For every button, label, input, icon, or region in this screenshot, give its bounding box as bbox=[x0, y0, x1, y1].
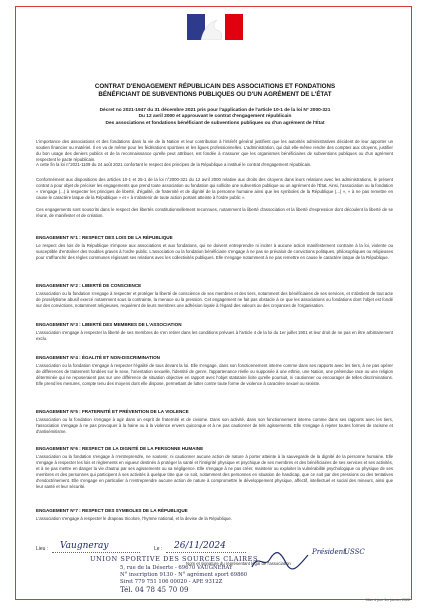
engagement-text: Le respect des lois de la République s'impose aux associations et aux fondations, qui ne doivent entreprendre ni inciter à aucune action manifestement contraire à la loi, violente ou susceptible d'entraîner des troubles graves à l'ordre public. L'association ou la fondation bénéficiaire s'engage à ne pas se prévaloir de convictions politiques, philosophiques ou religieuses pour s'affranchir des règles communes régissant ses relations avec les collectivités publiques. Elle s'engage notamment à ne pas remettre en cause le caractère laïque de la République. bbox=[36, 243, 393, 260]
decree-line-1: Décret no 2021-1947 du 31 décembre 2021 pris pour l'application de l'article 10-1 de la loi N° 2000-321 bbox=[99, 108, 331, 113]
intro-paragraph-4: Ces engagements sont souscrits dans le respect des libertés constitutionnellement reconnues, notamment la liberté d'association et la liberté d'expression dont découlent la liberté de se réunir, de manifester et de création. bbox=[36, 207, 393, 218]
decree-line-3: Des associations et fondations bénéficiant de subventions publiques ou d'un agrément de l'État bbox=[105, 120, 325, 126]
engagement-title: ENGAGEMENT N°7 : RESPECT DES SYMBOLES DE LA RÉPUBLIQUE bbox=[36, 508, 188, 513]
marianne-logo bbox=[187, 14, 243, 40]
stamp-address: 5, rue de la Déserte - 69670 VAUGNERAY bbox=[120, 565, 233, 571]
engagement-2 bbox=[36, 283, 393, 309]
president-org: USSC bbox=[344, 548, 365, 556]
engagement-3 bbox=[36, 322, 393, 342]
engagement-title: ENGAGEMENT N°3 : LIBERTÉ DES MEMBRES DE L'ASSOCIATION bbox=[36, 322, 182, 327]
engagement-text: L'association ou la fondation s'engage à n'entreprendre, ne soutenir, ni cautionner aucune action de nature à porter atteinte à la sauvegarde de la dignité de la personne humaine. Elle s'engage à respecter les lois et règlements en vigueur destinés à protéger la santé et l'intégrité physique et psychique de ses membres et des bénéficiaires de ses services et ses activités, et à ne pas mettre en danger la vie d'autrui par ses agissements ou sa négligence. Elle s'engage à ne pas créer, maintenir ou exploiter la vulnérabilité psychologique ou physique de ses membres et des personnes qui participent à ses activités à quelque titre que ce soit, notamment des personnes en situation de handicap, que ce soit par des pressions ou des tentatives d'endoctrinement. Elle s'engage en particulier à n'entreprendre aucune action de nature à compromettre le développement physique, affectif, intellectuel et social des mineurs, ainsi que leur santé et leur sécurité. bbox=[36, 454, 393, 489]
engagement-6 bbox=[36, 446, 393, 490]
place-label: Lieu : bbox=[36, 546, 49, 552]
engagement-text: L'association s'engage à respecter le drapeau tricolore, l'hymne national, et la devise de la République. bbox=[36, 516, 232, 521]
stamp-phone: Tél. 04 78 45 70 09 bbox=[120, 586, 189, 594]
footer-update-note: Mise à jour 1er janvier 2022 bbox=[365, 598, 410, 602]
engagement-1 bbox=[36, 235, 393, 261]
decree-reference bbox=[40, 108, 390, 127]
president-signature-icon bbox=[250, 549, 310, 573]
engagement-title: ENGAGEMENT N°6 : RESPECT DE LA DIGNITÉ DE LA PERSONNE HUMAINE bbox=[36, 446, 204, 451]
title-line-2: BÉNÉFICIANT DE SUBVENTIONS PUBLIQUES OU D'UN AGRÉMENT DE L'ÉTAT bbox=[98, 91, 332, 98]
engagement-title: ENGAGEMENT N°5 : FRATERNITÉ ET PRÉVENTION DE LA VIOLENCE bbox=[36, 409, 189, 414]
place-line bbox=[52, 552, 140, 553]
engagement-title: ENGAGEMENT N°4 : ÉGALITÉ ET NON-DISCRIMINATION bbox=[36, 355, 160, 360]
engagement-text: L'association s'engage à respecter la liberté de ses membres de s'en retirer dans les conditions prévues à l'article 4 de la loi du 1er juillet 1901 et leur droit de ne pas en être arbitrairement exclu. bbox=[36, 330, 393, 341]
engagement-title: ENGAGEMENT N°2 : LIBERTÉ DE CONSCIENCE bbox=[36, 283, 142, 288]
engagement-7 bbox=[36, 508, 393, 522]
intro-paragraph-3: Conformément aux dispositions des articles 10-1 et 25-1 de la loi n°2000-321 du 12 avril 2000 relative aux droits des citoyens dans leurs relations avec les administrations, le présent contrat a pour objet de préciser les engagements que prend toute association ou fondation qui sollicite une subvention publique ou un agrément de l'État. Ainsi, l'association ou la fondation « s'engage (...) à respecter les principes de liberté, d'égalité, de fraternité et de dignité de la personne humaine ainsi que les symboles de la République (...) », « à ne pas remettre en cause le caractère laïque de la République » et « à s'abstenir de toute action portant atteinte à l'ordre public ». bbox=[36, 177, 393, 200]
stamp-org-name: UNION SPORTIVE DES SOURCES CLAIRES bbox=[90, 555, 259, 563]
stamp-registration: N° inscription 9130 - N° agrément sport 69860 bbox=[120, 572, 248, 578]
intro-paragraph-1: L'importance des associations et des fondations dans la vie de la Nation et leur contribution à l'intérêt général justifient que les autorités administratives décident de leur apporter un soutien financier ou matériel. Il en va de même pour les fédérations sportives et les ligues professionnelles. L'administration, qui doit elle-même rendre des comptes aux citoyens, justifier du bon usage des deniers publics et de la reconnaissance qu'elle peut attribuer, est fondée à s'assurer que les organismes bénéficiaires de subventions publiques ou d'un agrément respectent le pacte républicain. bbox=[36, 139, 393, 162]
place-handwritten: Vaugneray bbox=[60, 541, 109, 551]
engagement-4 bbox=[36, 355, 393, 387]
representative-caption: Nom et signature du représentant légal de l'association bbox=[186, 561, 291, 566]
engagement-text: L'association ou la fondation s'engage à agir dans un esprit de fraternité et de civisme. Dans son activité, dans son fonctionnement interne comme dans ses rapports avec les tiers, l'association s'engage à ne pas provoquer à la haine ou à la violence envers quiconque et à ne pas cautionner de tels agissements. Elle s'engage à rejeter toutes formes de racisme et d'antisémitisme. bbox=[36, 417, 393, 434]
title-line-1: CONTRAT D'ENGAGEMENT RÉPUBLICAIN DES ASSOCIATIONS ET FONDATIONS bbox=[94, 83, 336, 90]
engagement-text: L'association ou la fondation s'engage à respecter l'égalité de tous devant la loi. Elle s'engage, dans son fonctionnement interne comme dans ses rapports avec les tiers, à ne pas opérer de différences de traitement fondées sur le sexe, l'orientation sexuelle, l'identité de genre, l'appartenance réelle ou supposée à une ethnie, une Nation, une prétendue race ou une religion déterminée qui ne reposeraient pas sur une différence de situation objective en rapport avec l'objet statutaire licite qu'elle poursuit, ni cautionner ou encourager de telles discriminations. Elle prend les mesures, compte tenu des moyens dont elle dispose, permettant de lutter contre toute forme de violence à caractère sexuel ou sexiste. bbox=[36, 363, 393, 386]
decree-line-2: Du 12 avril 2000 et approuvant le contrat d'engagement républicain bbox=[138, 114, 292, 120]
engagement-text: L'association ou la fondation s'engage à respecter et protéger la liberté de conscience de ses membres et des tiers, notamment des bénéficiaires de ses services, et s'abstient de tout acte de prosélytisme abusif exercé notamment sous la contrainte, la menace ou la pression. Cet engagement ne fait pas obstacle à ce que les associations ou fondations dont l'objet est fondé sur des convictions, notamment religieuses, requièrent de leurs membres une adhésion loyale à l'égard des valeurs ou des croyances de l'organisation. bbox=[36, 291, 393, 308]
date-label: Le : bbox=[154, 546, 163, 552]
engagement-5 bbox=[36, 409, 393, 435]
republique-francaise-logo-icon bbox=[187, 14, 243, 40]
intro-paragraph-2: A cette fin la loi n°2021-1109 du 24 août 2021 confortant le respect des principes de la République a institué le contrat d'engagement républicain. bbox=[36, 162, 312, 167]
date-line bbox=[166, 552, 246, 553]
date-handwritten: 26/11/2024 bbox=[174, 541, 226, 551]
stamp-siret: Siret 779 751 106 00020 - APE 9312Z bbox=[120, 579, 223, 585]
engagement-title: ENGAGEMENT N°1 : RESPECT DES LOIS DE LA RÉPUBLIQUE bbox=[36, 235, 173, 240]
document-title bbox=[40, 83, 390, 99]
president-label: Président bbox=[312, 548, 346, 556]
